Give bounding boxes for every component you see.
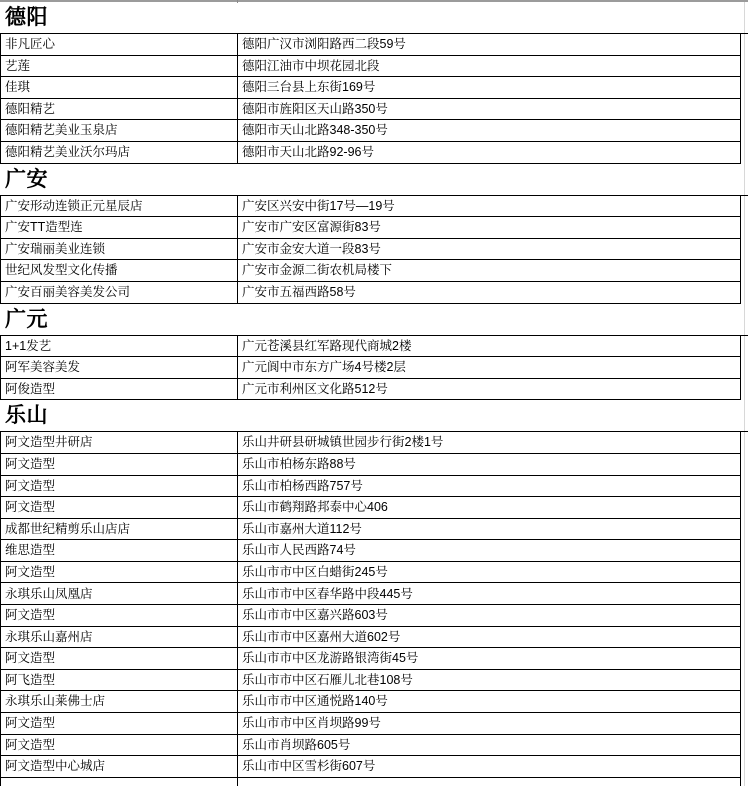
store-address-cell: 乐山市市中区石雁儿北巷108号 xyxy=(242,672,413,687)
table-row xyxy=(1,756,740,778)
table-row xyxy=(1,357,740,379)
store-name-cell: 阿文造型 xyxy=(1,497,238,518)
table-row xyxy=(1,379,740,401)
cutoff-column-divider-stub xyxy=(237,0,238,3)
store-address-cell: 德阳市旌阳区天山路350号 xyxy=(242,101,388,116)
table-row xyxy=(1,260,740,282)
city-header xyxy=(0,304,748,336)
table-row xyxy=(1,627,740,649)
store-name-cell: 非凡匠心 xyxy=(1,34,238,55)
store-address-cell: 乐山市肖坝路605号 xyxy=(242,737,351,752)
city-section xyxy=(0,400,748,778)
store-name-cell: 阿文造型 xyxy=(1,735,238,756)
store-address-cell: 德阳市天山北路92-96号 xyxy=(242,145,374,160)
store-name-cell: 阿飞造型 xyxy=(1,670,238,691)
store-name-cell: 阿军美容美发 xyxy=(1,357,238,378)
store-name-cell: 广安瑞丽美业连锁 xyxy=(1,239,238,260)
city-header xyxy=(0,164,748,196)
store-name-cell: 阿文造型 xyxy=(1,476,238,497)
store-name-cell: 阿文造型 xyxy=(1,562,238,583)
cutoff-bottom-name-cell xyxy=(1,778,238,786)
store-address-cell: 乐山市市中区肖坝路99号 xyxy=(242,716,381,731)
table-row xyxy=(1,476,740,498)
store-address-cell: 广安市金安大道一段83号 xyxy=(242,241,381,256)
table-row xyxy=(1,239,740,261)
table-row xyxy=(1,34,740,56)
store-address-cell: 广安区兴安中街17号—19号 xyxy=(242,198,395,213)
store-name-cell: 广安形动连锁正元星辰店 xyxy=(1,196,238,217)
table-row xyxy=(1,605,740,627)
store-address-cell: 广安市广安区富源街83号 xyxy=(242,220,381,235)
store-address-cell: 乐山市市中区白蜡街245号 xyxy=(242,564,388,579)
store-address-cell: 乐山市市中区通悦路140号 xyxy=(242,694,388,709)
store-name-cell: 永琪乐山莱佛士店 xyxy=(1,691,238,712)
store-address-cell: 乐山市市中区嘉州大道602号 xyxy=(242,629,401,644)
city-rows xyxy=(0,196,741,304)
store-address-cell: 广元阆中市东方广场4号楼2层 xyxy=(242,360,406,375)
store-name-cell: 维思造型 xyxy=(1,540,238,561)
store-address-cell: 德阳三台县上东街169号 xyxy=(242,80,376,95)
store-name-cell: 阿文造型 xyxy=(1,454,238,475)
store-name-cell: 阿文造型 xyxy=(1,605,238,626)
table-row xyxy=(1,454,740,476)
store-address-cell: 乐山井研县研城镇世园步行街2楼1号 xyxy=(242,435,444,450)
table-row xyxy=(1,713,740,735)
city-title: 乐山 xyxy=(5,404,48,428)
store-name-cell: 佳琪 xyxy=(1,77,238,98)
store-name-cell: 广安百丽美容美发公司 xyxy=(1,282,238,303)
table-row xyxy=(1,648,740,670)
store-address-cell: 乐山市市中区嘉兴路603号 xyxy=(242,608,388,623)
store-address-cell: 乐山市人民西路74号 xyxy=(242,543,356,558)
city-section xyxy=(0,2,748,164)
store-name-cell: 1+1发艺 xyxy=(1,336,238,357)
city-rows xyxy=(0,34,741,164)
store-address-cell: 乐山市柏杨东路88号 xyxy=(242,456,356,471)
store-address-cell: 乐山市柏杨西路757号 xyxy=(242,478,363,493)
table-row xyxy=(1,519,740,541)
store-address-cell: 乐山市中区雪杉街607号 xyxy=(242,759,376,774)
table-row xyxy=(1,562,740,584)
store-address-cell: 乐山市市中区龙游路银湾街45号 xyxy=(242,651,419,666)
store-name-cell: 成都世纪精剪乐山店店 xyxy=(1,519,238,540)
store-name-cell: 阿俊造型 xyxy=(1,379,238,400)
store-address-cell: 乐山市鹤翔路邦泰中心406 xyxy=(242,500,388,515)
city-section xyxy=(0,164,748,304)
city-header xyxy=(0,400,748,432)
store-address-cell: 广安市金源二街农机局楼下 xyxy=(242,263,393,278)
city-header xyxy=(0,2,748,34)
store-address-cell: 德阳江油市中坝花园北段 xyxy=(242,58,380,73)
cutoff-row-top-border xyxy=(0,0,748,2)
table-row xyxy=(1,142,740,164)
store-name-cell: 永琪乐山凤凰店 xyxy=(1,583,238,604)
store-address-cell: 乐山市嘉州大道112号 xyxy=(242,521,362,536)
store-address-cell: 德阳市天山北路348-350号 xyxy=(242,123,388,138)
table-row xyxy=(1,497,740,519)
table-row xyxy=(1,99,740,121)
store-address-cell: 德阳广汉市浏阳路西二段59号 xyxy=(242,37,406,52)
store-table xyxy=(0,2,748,778)
table-row xyxy=(1,196,740,218)
cutoff-bottom-row xyxy=(0,778,741,786)
table-row xyxy=(1,540,740,562)
store-address-cell: 广安市五福西路58号 xyxy=(242,284,356,299)
store-name-cell: 阿文造型中心城店 xyxy=(1,756,238,777)
table-row xyxy=(1,670,740,692)
store-name-cell: 艺莲 xyxy=(1,56,238,77)
table-row xyxy=(1,735,740,757)
city-title: 德阳 xyxy=(5,6,48,29)
store-name-cell: 世纪风发型文化传播 xyxy=(1,260,238,281)
table-row xyxy=(1,336,740,358)
store-address-cell: 乐山市市中区春华路中段445号 xyxy=(242,586,413,601)
store-name-cell: 阿文造型井研店 xyxy=(1,432,238,453)
store-address-cell: 广元苍溪县红军路现代商城2楼 xyxy=(242,338,412,353)
table-row xyxy=(1,432,740,454)
table-row xyxy=(1,691,740,713)
store-name-cell: 德阳精艺美业沃尔玛店 xyxy=(1,142,238,163)
city-rows xyxy=(0,336,741,401)
table-row xyxy=(1,77,740,99)
city-rows xyxy=(0,432,741,778)
city-section xyxy=(0,304,748,401)
store-name-cell: 德阳精艺 xyxy=(1,99,238,120)
table-row xyxy=(1,56,740,78)
table-row xyxy=(1,282,740,304)
table-row xyxy=(1,120,740,142)
city-title: 广元 xyxy=(5,307,48,331)
store-address-cell: 广元市利州区文化路512号 xyxy=(242,381,388,396)
store-name-cell: 德阳精艺美业玉泉店 xyxy=(1,120,238,141)
city-title: 广安 xyxy=(5,167,48,191)
store-name-cell: 永琪乐山嘉州店 xyxy=(1,627,238,648)
store-name-cell: 广安TT造型连 xyxy=(1,217,238,238)
table-row xyxy=(1,583,740,605)
table-row xyxy=(1,217,740,239)
store-name-cell: 阿文造型 xyxy=(1,648,238,669)
store-name-cell: 阿文造型 xyxy=(1,713,238,734)
